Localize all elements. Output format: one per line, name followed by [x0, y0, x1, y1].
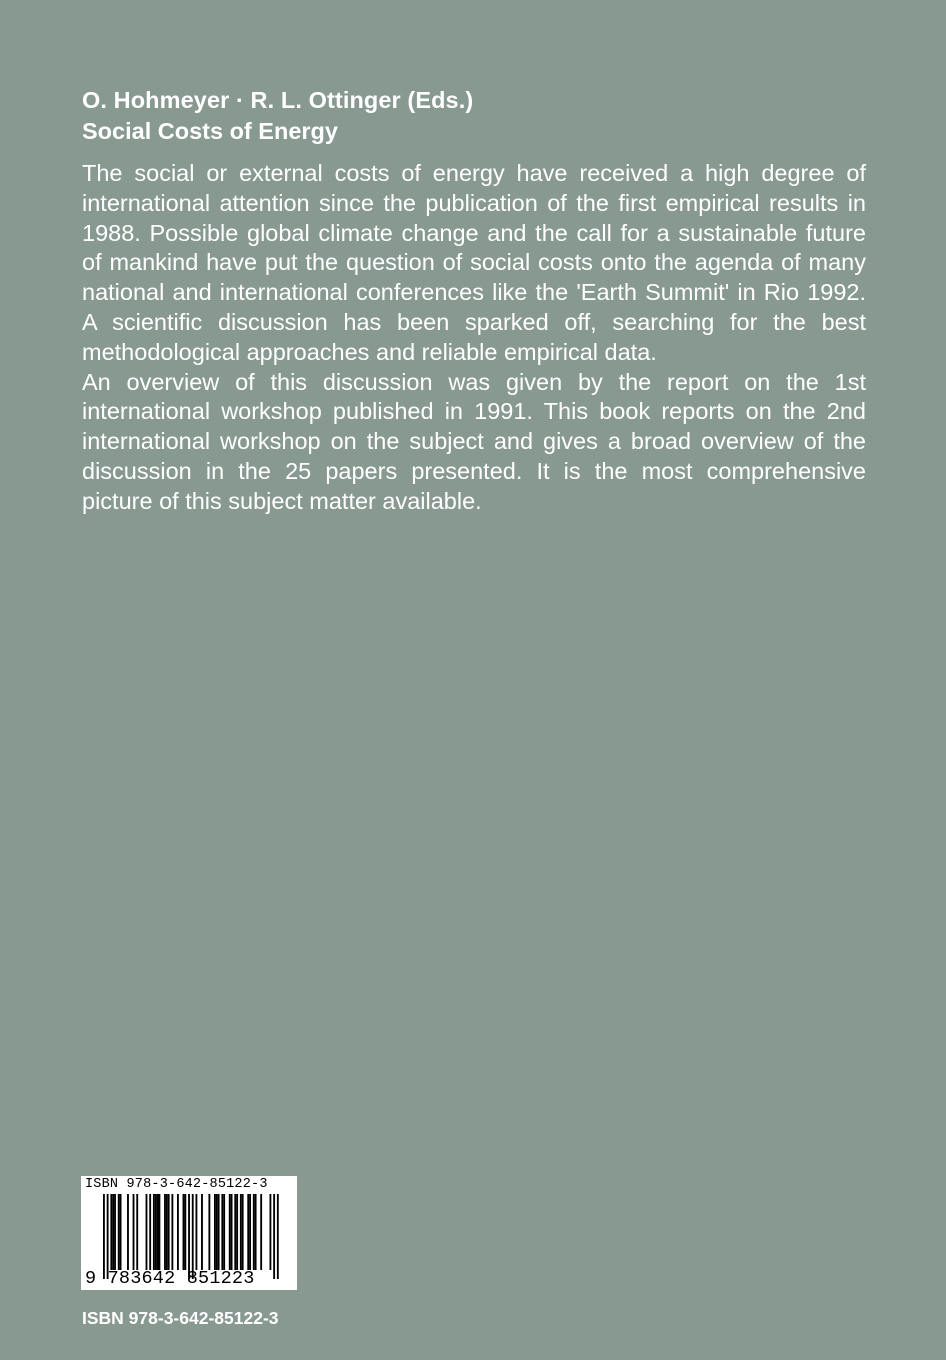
barcode-bar: [107, 1194, 109, 1279]
barcode-bar: [157, 1194, 159, 1270]
barcode-bar: [183, 1194, 185, 1270]
barcode-bar: [273, 1194, 275, 1279]
book-title: Social Costs of Energy: [82, 118, 338, 144]
barcode-bar: [171, 1194, 173, 1270]
blurb-paragraph-2: An overview of this discussion was given by the report on the 1st international workshop published in 1991. This book reports on the 2nd international workshop on the subject and gives a broad overview of the discussion in the 25 papers presented. It is the most comprehensive picture of this subject matter available.: [82, 368, 866, 514]
barcode-bar: [214, 1194, 216, 1270]
barcode-bar: [229, 1194, 231, 1270]
blurb: [82, 159, 866, 517]
barcode-bar: [236, 1194, 238, 1270]
barcode-bar: [277, 1194, 279, 1279]
barcode-bar: [146, 1194, 148, 1270]
isbn-barcode: [81, 1176, 297, 1290]
barcode-isbn-label: ISBN 978-3-642-85122-3: [85, 1177, 268, 1192]
barcode-bar: [136, 1194, 138, 1270]
barcode-bar: [118, 1194, 120, 1270]
barcode-bar: [166, 1194, 168, 1270]
barcode-bar: [196, 1194, 198, 1270]
barcode-digits: 9 783642 851223: [85, 1268, 255, 1289]
barcode-bar: [253, 1194, 255, 1270]
editors-line: O. Hohmeyer · R. L. Ottinger (Eds.): [82, 87, 474, 113]
barcode-bar: [249, 1194, 251, 1270]
barcode-bar: [164, 1194, 166, 1270]
barcode-bar: [208, 1194, 210, 1270]
barcode-bar: [216, 1194, 218, 1270]
barcode-bar: [240, 1194, 242, 1270]
barcode-bar: [133, 1194, 135, 1270]
barcode-bar: [201, 1194, 203, 1270]
barcode-bar: [184, 1194, 186, 1270]
barcode-bar: [153, 1194, 155, 1270]
barcode-bar: [192, 1194, 194, 1279]
barcode-bar: [218, 1194, 220, 1270]
barcode-bar: [177, 1194, 179, 1270]
barcode-bar: [127, 1194, 129, 1270]
barcode-bar: [114, 1194, 116, 1270]
barcode-bar: [112, 1194, 114, 1270]
barcode-bar: [234, 1194, 236, 1270]
barcode-bar: [120, 1194, 122, 1270]
barcode-bar: [168, 1194, 170, 1270]
blurb-paragraph-1: The social or external costs of energy have received a high degree of international attention since the publication of the first empirical results in 1988. Possible global climate change and the call for a sustainable future of mankind have put the question of social costs onto the agenda of many national and international conferences like the 'Earth Summit' in Rio 1992. A scientific discussion has been sparked off, searching for the best methodological approaches and reliable empirical data.: [82, 160, 866, 365]
barcode-bar: [103, 1194, 105, 1279]
barcode-bar: [188, 1194, 190, 1279]
isbn-footer: ISBN 978-3-642-85122-3: [82, 1308, 279, 1328]
barcode-bar: [110, 1194, 112, 1270]
barcode-bar: [255, 1194, 257, 1270]
barcode-bar: [247, 1194, 249, 1270]
barcode-bar: [270, 1194, 272, 1270]
barcode-bar: [231, 1194, 233, 1270]
barcode-bar: [159, 1194, 161, 1270]
barcode-bar: [260, 1194, 262, 1270]
barcode-bar: [242, 1194, 244, 1270]
barcode-bar: [221, 1194, 223, 1270]
barcode-bar: [149, 1194, 151, 1270]
barcode-bar: [223, 1194, 225, 1270]
barcode-bar: [155, 1194, 157, 1270]
